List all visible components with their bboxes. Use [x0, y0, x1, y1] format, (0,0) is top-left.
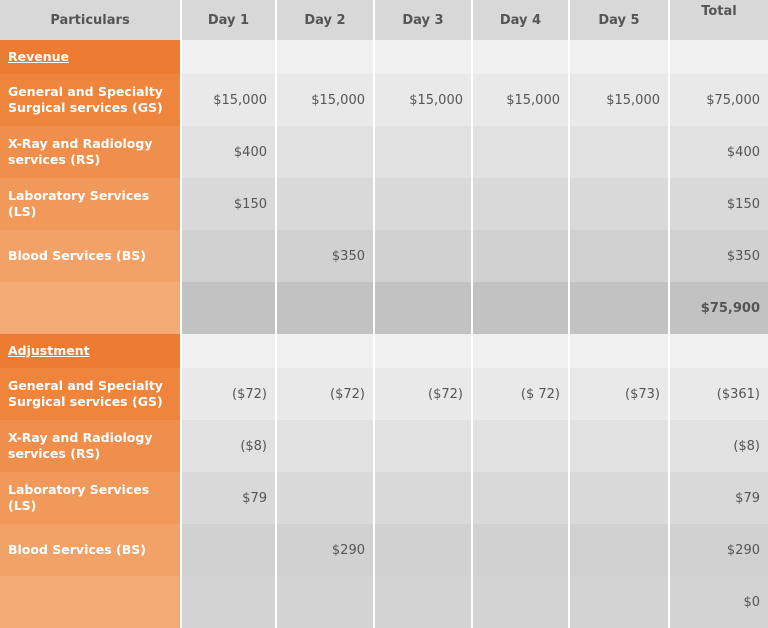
- empty-label: [0, 576, 180, 628]
- day-4-cell: $15,000: [473, 74, 568, 126]
- day-2-cell: [277, 420, 373, 472]
- empty-label: [0, 282, 180, 334]
- empty-cell: [375, 40, 471, 74]
- empty-cell: [182, 40, 275, 74]
- day-5-cell: [570, 472, 668, 524]
- empty-cell: [375, 282, 471, 334]
- day-3-cell: [375, 472, 471, 524]
- day-2-cell: $350: [277, 230, 373, 282]
- row-total-cell: $75,000: [670, 74, 768, 126]
- table-row: [0, 472, 768, 524]
- day-1-cell: $400: [182, 126, 275, 178]
- adjustment-section-title: Adjustment: [0, 334, 180, 368]
- empty-cell: [473, 40, 568, 74]
- empty-cell: [277, 282, 373, 334]
- day-5-cell: [570, 524, 668, 576]
- empty-cell: [375, 334, 471, 368]
- day-1-cell: ($8): [182, 420, 275, 472]
- table-row: [0, 230, 768, 282]
- revenue-section-row: [0, 40, 768, 74]
- empty-cell: [473, 576, 568, 628]
- day-1-cell: [182, 230, 275, 282]
- revenue-total-row: [0, 282, 768, 334]
- empty-cell: [182, 576, 275, 628]
- header-row: [0, 0, 768, 40]
- header-day-4: Day 4: [473, 0, 568, 40]
- day-4-cell: [473, 420, 568, 472]
- day-5-cell: [570, 178, 668, 230]
- day-2-cell: $290: [277, 524, 373, 576]
- row-total-cell: $79: [670, 472, 768, 524]
- day-2-cell: ($72): [277, 368, 373, 420]
- day-4-cell: ($ 72): [473, 368, 568, 420]
- row-label: X-Ray and Radiology services (RS): [0, 420, 180, 472]
- day-3-cell: [375, 230, 471, 282]
- row-label: Blood Services (BS): [0, 230, 180, 282]
- empty-cell: [570, 334, 668, 368]
- day-3-cell: [375, 126, 471, 178]
- row-label: General and Specialty Surgical services (GS): [0, 74, 180, 126]
- day-4-cell: [473, 524, 568, 576]
- row-total-cell: ($361): [670, 368, 768, 420]
- empty-cell: [182, 334, 275, 368]
- empty-cell: [182, 282, 275, 334]
- adjustment-total-row: [0, 576, 768, 628]
- day-3-cell: $15,000: [375, 74, 471, 126]
- header-particulars: Particulars: [0, 0, 180, 40]
- day-1-cell: ($72): [182, 368, 275, 420]
- empty-cell: [277, 334, 373, 368]
- empty-cell: [570, 282, 668, 334]
- day-2-cell: [277, 126, 373, 178]
- day-1-cell: $15,000: [182, 74, 275, 126]
- table-row: [0, 368, 768, 420]
- day-4-cell: [473, 472, 568, 524]
- day-3-cell: [375, 178, 471, 230]
- empty-cell: [670, 334, 768, 368]
- day-4-cell: [473, 178, 568, 230]
- day-5-cell: [570, 230, 668, 282]
- header-day-3: Day 3: [375, 0, 471, 40]
- day-2-cell: $15,000: [277, 74, 373, 126]
- empty-cell: [570, 40, 668, 74]
- header-day-5: Day 5: [570, 0, 668, 40]
- empty-cell: [473, 334, 568, 368]
- row-total-cell: $290: [670, 524, 768, 576]
- day-2-cell: [277, 472, 373, 524]
- day-5-cell: [570, 126, 668, 178]
- table-row: [0, 524, 768, 576]
- adjustment-grand-total: $0: [670, 576, 768, 628]
- day-1-cell: $150: [182, 178, 275, 230]
- row-label: General and Specialty Surgical services (GS): [0, 368, 180, 420]
- empty-cell: [670, 40, 768, 74]
- row-label: Laboratory Services (LS): [0, 178, 180, 230]
- adjustment-section-row: [0, 334, 768, 368]
- day-5-cell: [570, 420, 668, 472]
- row-total-cell: $350: [670, 230, 768, 282]
- header-day-2: Day 2: [277, 0, 373, 40]
- day-3-cell: ($72): [375, 368, 471, 420]
- table-row: [0, 126, 768, 178]
- table-row: [0, 420, 768, 472]
- revenue-grand-total: $75,900: [670, 282, 768, 334]
- row-total-cell: $400: [670, 126, 768, 178]
- revenue-section-title: Revenue: [0, 40, 180, 74]
- table-row: [0, 74, 768, 126]
- day-1-cell: [182, 524, 275, 576]
- header-day-1: Day 1: [182, 0, 275, 40]
- day-4-cell: [473, 126, 568, 178]
- header-total: Total: [670, 0, 768, 40]
- empty-cell: [570, 576, 668, 628]
- day-3-cell: [375, 420, 471, 472]
- empty-cell: [375, 576, 471, 628]
- row-label: X-Ray and Radiology services (RS): [0, 126, 180, 178]
- day-3-cell: [375, 524, 471, 576]
- empty-cell: [473, 282, 568, 334]
- day-5-cell: ($73): [570, 368, 668, 420]
- empty-cell: [277, 576, 373, 628]
- table-row: [0, 178, 768, 230]
- row-total-cell: ($8): [670, 420, 768, 472]
- day-1-cell: $79: [182, 472, 275, 524]
- row-label: Laboratory Services (LS): [0, 472, 180, 524]
- row-total-cell: $150: [670, 178, 768, 230]
- day-4-cell: [473, 230, 568, 282]
- row-label: Blood Services (BS): [0, 524, 180, 576]
- day-2-cell: [277, 178, 373, 230]
- empty-cell: [277, 40, 373, 74]
- day-5-cell: $15,000: [570, 74, 668, 126]
